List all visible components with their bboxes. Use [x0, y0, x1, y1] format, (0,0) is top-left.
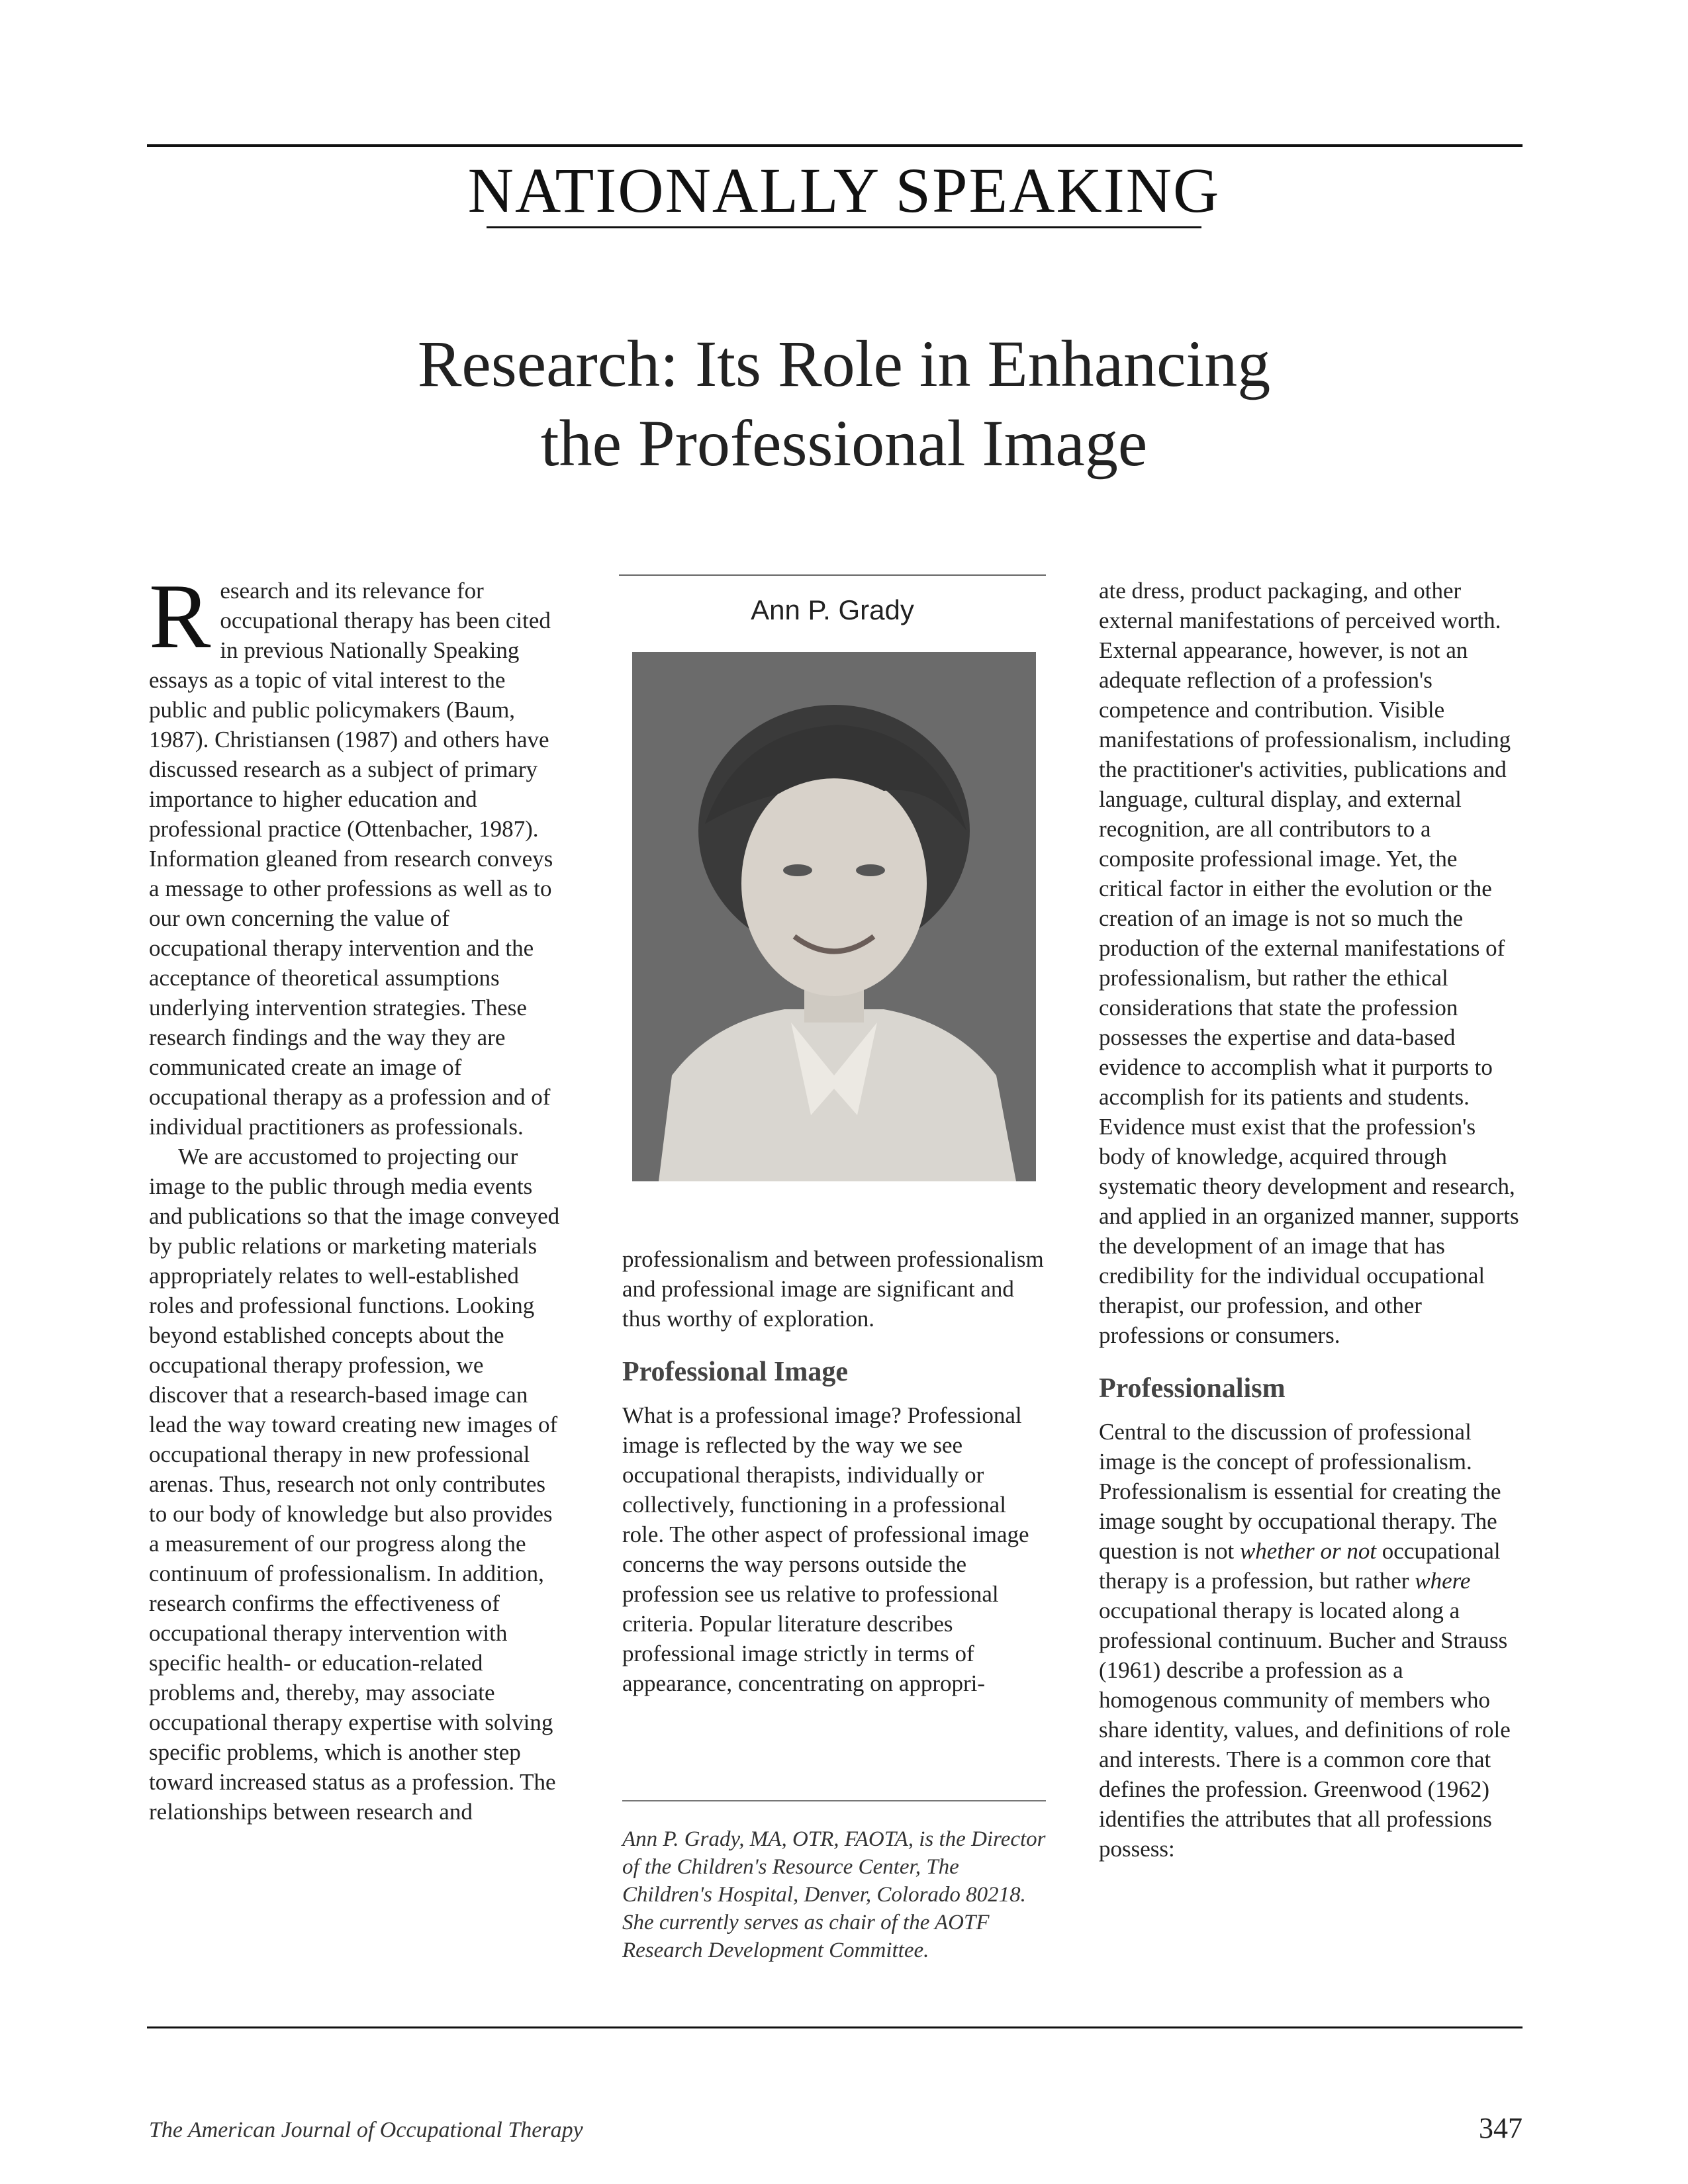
- subhead-professionalism: Professionalism: [1099, 1373, 1286, 1404]
- bio-rule: [622, 1800, 1046, 1801]
- footer-journal-name: The American Journal of Occupational Therapy: [149, 2118, 583, 2142]
- author-box-rule: [619, 574, 1046, 576]
- bottom-rule: [147, 2026, 1523, 2028]
- top-rule: [147, 144, 1523, 147]
- paragraph-4-part-c: occupational therapy is located along a professional continuum. Bucher and Strauss (1961) describe a profession as a homogenous community of members who share identity, values, and definitions of role and interests. There is a common core that defines the profession. Greenwood (1962) identifies the attributes that all professions possess:: [1099, 1598, 1511, 1862]
- paragraph-2-continued: professionalism and between professionalism and professional image are significant and thus worthy of exploration.: [622, 1246, 1044, 1332]
- section-title-underline: [487, 226, 1201, 228]
- paragraph-2: We are accustomed to projecting our image to the public through media events and publications so that the image conveyed by public relations or marketing materials appropriately relates to well-established roles and professional functions. Looking beyond established concepts about the occupational therapy profession, we discover that a research-based image can lead the way toward creating new images of occupational therapy in new professional arenas. Thus, research not only contributes to our body of knowledge but also provides a measurement of our progress along the continuum of professionalism. In addition, research confirms the effectiveness of occupational therapy intervention with specific health- or education-related problems and, thereby, may associate occupational therapy expertise with solving specific problems, which is another step toward increased status as a profession. The relationships between research and: [149, 1144, 560, 1825]
- paragraph-1: [149, 565, 563, 1142]
- author-photo: [632, 652, 1036, 1181]
- column-middle: [622, 1244, 1046, 1698]
- column-left: [149, 565, 563, 1827]
- section-title: NATIONALLY SPEAKING: [467, 155, 1221, 226]
- paragraph-3-continued: ate dress, product packaging, and other external manifestations of perceived worth. External appearance, however, is not an adequate reflection of a profession's competence and contribution. Visible manifestations of professionalism, including the practitioner's activities, publications and language, cultural display, and external recognition, are all contributors to a composite professional image. Yet, the critical factor in either the evolution or the creation of an image is not so much the production of the external manifestations of professionalism, but rather the ethical considerations that state the profession possesses the expertise and data-based evidence to accomplish what it purports to accomplish for its patients and students. Evidence must exist that the profession's body of knowledge, acquired through systematic theory development and research, and applied in an organized manner, supports the development of an image that has credibility for the individual occupational therapist, our profession, and other professions or consumers.: [1099, 578, 1519, 1348]
- article-title: [0, 324, 1688, 483]
- footer-page-number: 347: [1479, 2112, 1523, 2144]
- article-title-line-2: the Professional Image: [540, 406, 1148, 480]
- author-portrait-illustration: [632, 652, 1036, 1181]
- author-bio: Ann P. Grady, MA, OTR, FAOTA, is the Director of the Children's Resource Center, The Children's Hospital, Denver, Colorado 80218. She currently serves as chair of the AOTF Research Development Committee.: [622, 1827, 1046, 1962]
- paragraph-4-part-a: Central to the discussion of professional image is the concept of professionalism. Professionalism is essential for creating the image sought by occupational therapy. The question is not: [1099, 1419, 1501, 1564]
- author-name: Ann P. Grady: [751, 594, 914, 625]
- paragraph-3: What is a professional image? Professional image is reflected by the way we see occupational therapists, individually or collectively, functioning in a professional role. The other aspect of professional image concerns the way persons outside the profession see us relative to professional criteria. Popular literature describes professional image strictly in terms of appearance, concentrating on appropri-: [622, 1402, 1029, 1696]
- article-title-line-1: Research: Its Role in Enhancing: [417, 327, 1271, 400]
- paragraph-4-emphasis-2: where: [1415, 1568, 1471, 1594]
- paragraph-4-emphasis-1: whether or not: [1239, 1538, 1377, 1564]
- subhead-professional-image: Professional Image: [622, 1357, 849, 1387]
- paragraph-1-text: esearch and its relevance for occupational therapy has been cited in previous Nationally Speaking essays as a topic of vital interest to the public and public policymakers (Baum, 1987). Christiansen (1987) and others have discussed research as a subject of primary importance to higher education and professional practice (Ottenbacher, 1987). Information gleaned from research conveys a message to other professions as well as to our own concerning the value of occupational therapy intervention and the acceptance of theoretical assumptions underlying intervention strategies. These research findings and the way they are communicated create an image of occupational therapy as a profession and of individual practitioners as professionals.: [149, 578, 553, 1140]
- paragraph-4-part-b: occupational therapy is a profession, but rather: [1099, 1538, 1501, 1594]
- column-right: [1099, 576, 1523, 1864]
- paragraph-4: [1099, 1417, 1523, 1864]
- drop-cap: R: [149, 565, 211, 668]
